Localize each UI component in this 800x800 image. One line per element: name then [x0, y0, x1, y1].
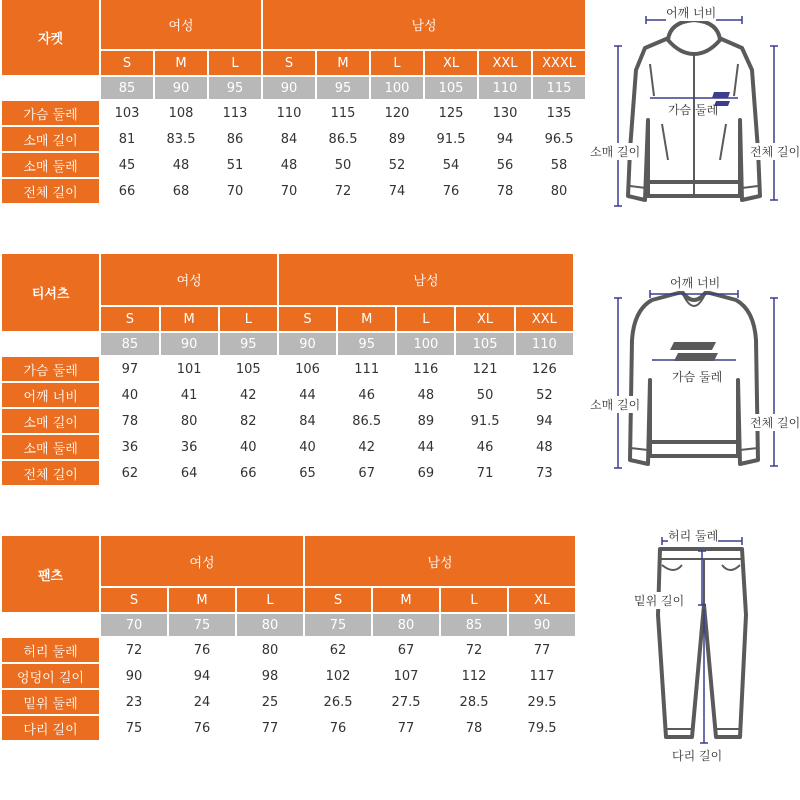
measure-value: 48: [263, 153, 315, 177]
measure-value: 125: [425, 101, 477, 125]
measure-value: 27.5: [373, 690, 439, 714]
measure-value: 83.5: [155, 127, 207, 151]
pants-size-number: 75: [305, 614, 371, 636]
measure-value: 23: [101, 690, 167, 714]
measure-value: 86.5: [317, 127, 369, 151]
row-label: 전체 길이: [2, 179, 99, 203]
measure-value: 62: [101, 461, 158, 485]
measure-value: 69: [397, 461, 454, 485]
jacket-size-label: L: [371, 51, 423, 75]
tshirt-men-header: 남성: [279, 254, 573, 305]
tshirt-size-section: [0, 252, 575, 487]
measure-value: 29.5: [509, 690, 575, 714]
tshirt-category-label: 티셔츠: [2, 254, 99, 331]
row-label: 엉덩이 길이: [2, 664, 99, 688]
measure-value: 26.5: [305, 690, 371, 714]
measure-value: 75: [101, 716, 167, 740]
measure-value: 79.5: [509, 716, 575, 740]
jacket-size-label: M: [155, 51, 207, 75]
tshirt-size-number: 90: [279, 333, 336, 355]
tshirt-size-label: L: [397, 307, 454, 331]
pants-size-number: 75: [169, 614, 235, 636]
measure-value: 46: [338, 383, 395, 407]
measure-value: 94: [516, 409, 573, 433]
jacket-size-number: 100: [371, 77, 423, 99]
jacket-sleeve-label: 소매 길이: [590, 145, 641, 159]
measure-value: 80: [237, 638, 303, 662]
measure-value: 62: [305, 638, 371, 662]
tshirt-chest-label: 가슴 둘레: [672, 370, 723, 384]
measure-value: 90: [101, 664, 167, 688]
measure-value: 84: [279, 409, 336, 433]
table-row: [2, 716, 575, 740]
pants-size-label: L: [441, 588, 507, 612]
measure-value: 82: [220, 409, 277, 433]
tshirt-size-number: 95: [220, 333, 277, 355]
measure-value: 102: [305, 664, 371, 688]
measure-value: 117: [509, 664, 575, 688]
pants-size-label: S: [305, 588, 371, 612]
pants-size-label: S: [101, 588, 167, 612]
tshirt-size-number: 85: [101, 333, 158, 355]
measure-value: 105: [220, 357, 277, 381]
measure-value: 113: [209, 101, 261, 125]
jacket-size-number: 85: [101, 77, 153, 99]
measure-value: 112: [441, 664, 507, 688]
measure-value: 72: [101, 638, 167, 662]
measure-value: 41: [161, 383, 218, 407]
table-row: [2, 127, 585, 151]
tshirt-size-label: XXL: [516, 307, 573, 331]
table-row: [2, 409, 573, 433]
pants-size-label: M: [373, 588, 439, 612]
measure-value: 76: [169, 638, 235, 662]
tshirt-size-label: S: [101, 307, 158, 331]
measure-value: 72: [317, 179, 369, 203]
table-row: [2, 638, 575, 662]
tshirt-size-number-spacer: [2, 333, 99, 355]
measure-value: 72: [441, 638, 507, 662]
pants-rise-label: 밑위 길이: [634, 594, 685, 608]
pants-size-table: [0, 534, 577, 742]
table-row: [2, 153, 585, 177]
jacket-size-number-spacer: [2, 77, 99, 99]
measure-value: 50: [456, 383, 513, 407]
measure-value: 108: [155, 101, 207, 125]
measure-value: 81: [101, 127, 153, 151]
measure-value: 56: [479, 153, 531, 177]
tshirt-size-table: [0, 252, 575, 487]
measure-value: 67: [338, 461, 395, 485]
measure-value: 70: [209, 179, 261, 203]
measure-value: 76: [305, 716, 371, 740]
measure-value: 77: [509, 638, 575, 662]
row-label: 소매 둘레: [2, 153, 99, 177]
pants-size-number-spacer: [2, 614, 99, 636]
measure-value: 51: [209, 153, 261, 177]
measure-value: 48: [516, 435, 573, 459]
measure-value: 111: [338, 357, 395, 381]
jacket-size-label: S: [263, 51, 315, 75]
jacket-size-label: XL: [425, 51, 477, 75]
table-row: [2, 357, 573, 381]
measure-value: 45: [101, 153, 153, 177]
tshirt-size-label: M: [338, 307, 395, 331]
row-label: 가슴 둘레: [2, 101, 99, 125]
tshirt-size-number: 110: [516, 333, 573, 355]
jacket-size-label: L: [209, 51, 261, 75]
pants-waist-label: 허리 둘레: [668, 529, 719, 543]
row-label: 어깨 너비: [2, 383, 99, 407]
measure-value: 91.5: [425, 127, 477, 151]
measure-value: 121: [456, 357, 513, 381]
table-row: [2, 101, 585, 125]
jacket-size-number: 95: [317, 77, 369, 99]
tshirt-size-label: L: [220, 307, 277, 331]
measure-value: 36: [161, 435, 218, 459]
measure-value: 94: [169, 664, 235, 688]
measure-value: 86: [209, 127, 261, 151]
measure-value: 66: [101, 179, 153, 203]
measure-value: 40: [101, 383, 158, 407]
measure-value: 42: [338, 435, 395, 459]
pants-size-number: 90: [509, 614, 575, 636]
measure-value: 24: [169, 690, 235, 714]
jacket-women-header: 여성: [101, 0, 261, 49]
measure-value: 80: [161, 409, 218, 433]
measure-value: 116: [397, 357, 454, 381]
pants-outline-drawing: [600, 525, 770, 765]
measure-value: 48: [155, 153, 207, 177]
jacket-size-number: 95: [209, 77, 261, 99]
jacket-size-number: 110: [479, 77, 531, 99]
measure-value: 78: [441, 716, 507, 740]
measure-value: 97: [101, 357, 158, 381]
table-row: [2, 690, 575, 714]
measure-value: 120: [371, 101, 423, 125]
measure-value: 101: [161, 357, 218, 381]
measure-value: 103: [101, 101, 153, 125]
measure-value: 44: [397, 435, 454, 459]
measure-value: 58: [533, 153, 585, 177]
measure-value: 68: [155, 179, 207, 203]
measure-value: 86.5: [338, 409, 395, 433]
measure-value: 80: [533, 179, 585, 203]
tshirt-size-number: 105: [456, 333, 513, 355]
row-label: 소매 길이: [2, 409, 99, 433]
measure-value: 110: [263, 101, 315, 125]
pants-category-label: 팬츠: [2, 536, 99, 612]
jacket-size-label: XXXL: [533, 51, 585, 75]
pants-size-number: 80: [373, 614, 439, 636]
tshirt-size-number: 90: [161, 333, 218, 355]
tshirt-size-number: 95: [338, 333, 395, 355]
pants-size-label: L: [237, 588, 303, 612]
tshirt-total-label: 전체 길이: [750, 416, 800, 430]
measure-value: 78: [101, 409, 158, 433]
measure-value: 28.5: [441, 690, 507, 714]
tshirt-size-label: S: [279, 307, 336, 331]
jacket-size-number: 105: [425, 77, 477, 99]
measure-value: 91.5: [456, 409, 513, 433]
measure-value: 54: [425, 153, 477, 177]
jacket-total-label: 전체 길이: [750, 145, 800, 159]
measure-value: 89: [397, 409, 454, 433]
tshirt-size-number: 100: [397, 333, 454, 355]
pants-size-number: 70: [101, 614, 167, 636]
measure-value: 64: [161, 461, 218, 485]
pants-size-number: 85: [441, 614, 507, 636]
measure-value: 52: [516, 383, 573, 407]
measure-value: 36: [101, 435, 158, 459]
measure-value: 71: [456, 461, 513, 485]
jacket-men-header: 남성: [263, 0, 585, 49]
jacket-size-label: M: [317, 51, 369, 75]
measure-value: 44: [279, 383, 336, 407]
table-row: [2, 461, 573, 485]
table-row: [2, 383, 573, 407]
tshirt-size-label: M: [161, 307, 218, 331]
jacket-shoulder-label: 어깨 너비: [666, 6, 717, 20]
measure-value: 48: [397, 383, 454, 407]
table-row: [2, 435, 573, 459]
measure-value: 94: [479, 127, 531, 151]
pants-size-section: [0, 534, 577, 742]
measure-value: 52: [371, 153, 423, 177]
measure-value: 67: [373, 638, 439, 662]
table-row: [2, 664, 575, 688]
pants-diagram: [600, 525, 770, 765]
row-label: 전체 길이: [2, 461, 99, 485]
row-label: 가슴 둘레: [2, 357, 99, 381]
tshirt-sleeve-label: 소매 길이: [590, 398, 641, 412]
pants-leg-label: 다리 길이: [672, 749, 723, 763]
measure-value: 130: [479, 101, 531, 125]
measure-value: 50: [317, 153, 369, 177]
tshirt-diagram: [590, 270, 800, 480]
measure-value: 107: [373, 664, 439, 688]
row-label: 허리 둘레: [2, 638, 99, 662]
measure-value: 135: [533, 101, 585, 125]
measure-value: 106: [279, 357, 336, 381]
measure-value: 46: [456, 435, 513, 459]
pants-size-label: M: [169, 588, 235, 612]
measure-value: 96.5: [533, 127, 585, 151]
jacket-size-table: [0, 0, 587, 205]
jacket-category-label: 자켓: [2, 0, 99, 75]
row-label: 소매 둘레: [2, 435, 99, 459]
pants-size-label: XL: [509, 588, 575, 612]
jacket-size-label: S: [101, 51, 153, 75]
jacket-chest-label: 가슴 둘레: [668, 103, 719, 117]
jacket-size-number: 90: [263, 77, 315, 99]
table-row: [2, 179, 585, 203]
measure-value: 84: [263, 127, 315, 151]
measure-value: 78: [479, 179, 531, 203]
measure-value: 65: [279, 461, 336, 485]
measure-value: 98: [237, 664, 303, 688]
measure-value: 66: [220, 461, 277, 485]
measure-value: 73: [516, 461, 573, 485]
measure-value: 76: [169, 716, 235, 740]
measure-value: 25: [237, 690, 303, 714]
jacket-size-section: [0, 0, 587, 205]
tshirt-size-label: XL: [456, 307, 513, 331]
measure-value: 40: [279, 435, 336, 459]
tshirt-shoulder-label: 어깨 너비: [670, 276, 721, 290]
jacket-size-number: 115: [533, 77, 585, 99]
jacket-size-label: XXL: [479, 51, 531, 75]
jacket-size-number: 90: [155, 77, 207, 99]
measure-value: 77: [237, 716, 303, 740]
pants-women-header: 여성: [101, 536, 303, 586]
measure-value: 40: [220, 435, 277, 459]
pants-size-number: 80: [237, 614, 303, 636]
pants-men-header: 남성: [305, 536, 575, 586]
measure-value: 89: [371, 127, 423, 151]
measure-value: 74: [371, 179, 423, 203]
row-label: 밑위 둘레: [2, 690, 99, 714]
measure-value: 76: [425, 179, 477, 203]
measure-value: 126: [516, 357, 573, 381]
tshirt-women-header: 여성: [101, 254, 277, 305]
measure-value: 42: [220, 383, 277, 407]
row-label: 다리 길이: [2, 716, 99, 740]
row-label: 소매 길이: [2, 127, 99, 151]
jacket-diagram: [590, 0, 800, 215]
measure-value: 115: [317, 101, 369, 125]
measure-value: 70: [263, 179, 315, 203]
measure-value: 77: [373, 716, 439, 740]
